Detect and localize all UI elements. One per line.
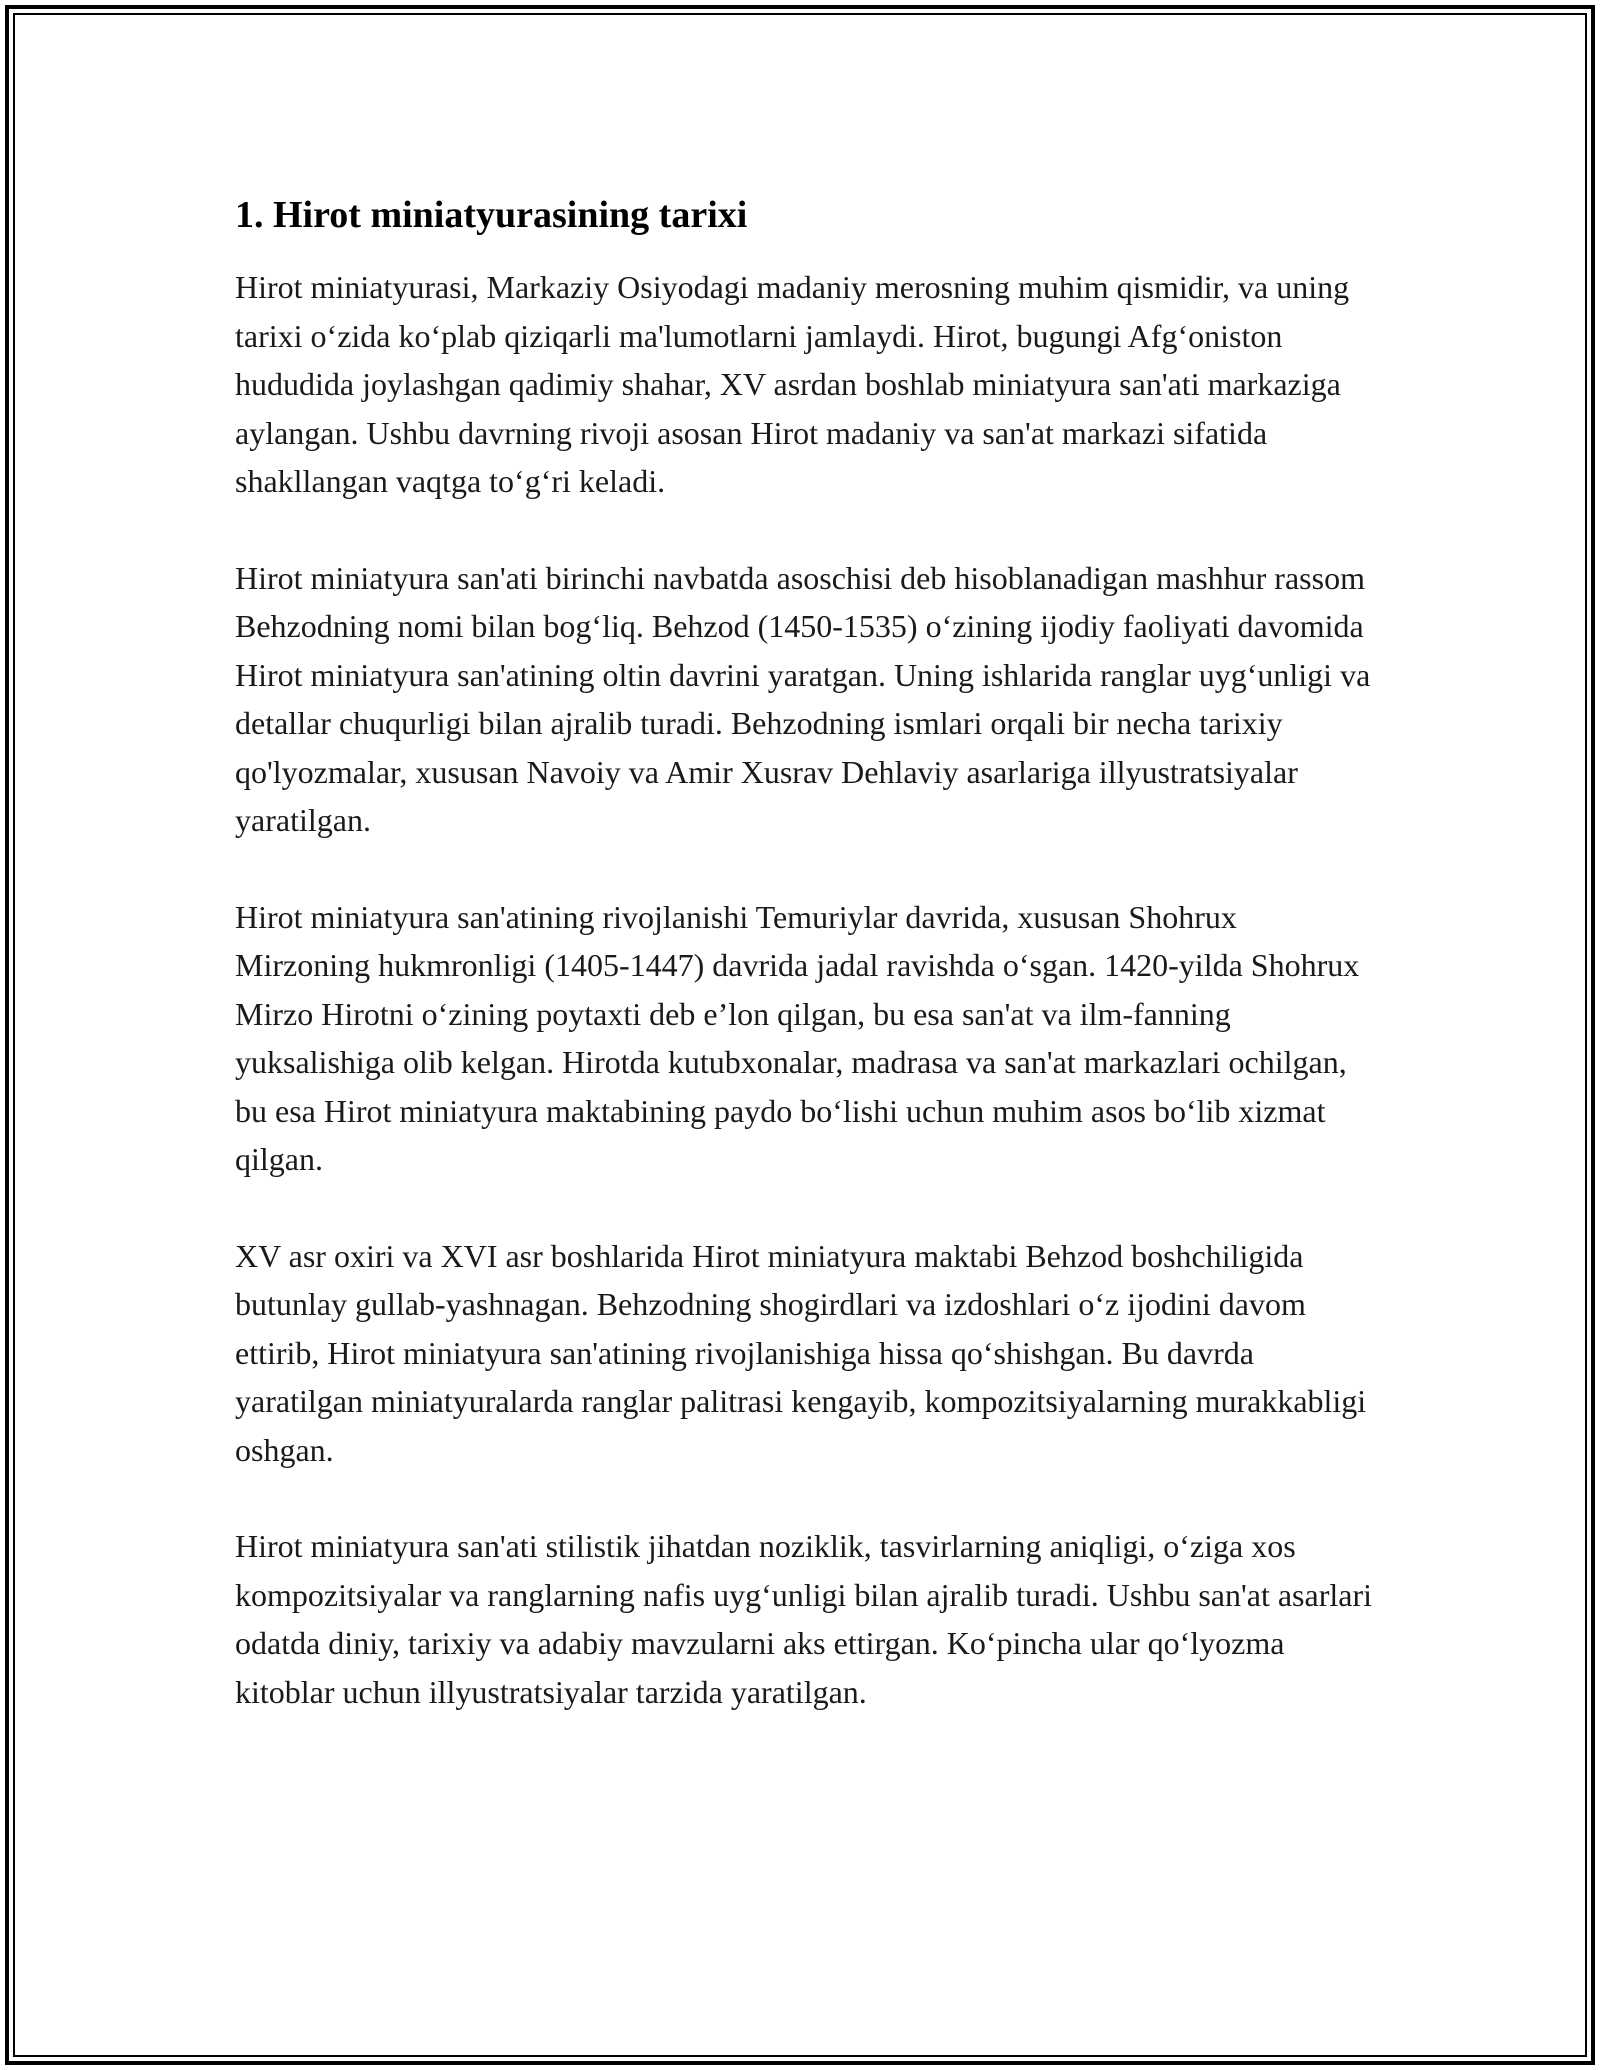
section-heading: 1. Hirot miniatyurasining tarixi	[235, 194, 748, 236]
paragraph-2: Hirot miniatyura san'ati birinchi navbatda asoschisi deb hisoblanadigan mashhur rassom Behzodning nomi bilan bog‘liq. Behzod (1450-1535) o‘zining ijodiy faoliyati davomida Hirot miniatyura san'atining oltin davrini yaratgan. Uning ishlarida ranglar uyg‘unligi va detallar chuqurligi bilan ajralib turadi. Behzodning ismlari orqali bir necha tarixiy qo'lyozmalar, xususan Navoiy va Amir Xusrav Dehlaviy asarlariga illyustratsiyalar yaratilgan.	[235, 559, 1371, 838]
paragraph-4: XV asr oxiri va XVI asr boshlarida Hirot miniatyura maktabi Behzod boshchiligida butunlay gullab-yashnagan. Behzodning shogirdlari va izdoshlari o‘z ijodini davom ettirib, Hirot miniatyura san'atining rivojlanishiga hissa qo‘shishgan. Bu davrda yaratilgan miniatyuralarda ranglar palitrasi kengayib, kompozitsiyalarning murakkabligi oshgan.	[235, 1237, 1367, 1468]
paragraph-5: Hirot miniatyura san'ati stilistik jihatdan noziklik, tasvirlarning aniqligi, o‘ziga xos kompozitsiyalar va ranglarning nafis uyg‘unligi bilan ajralib turadi. Ushbu san'at asarlari odatda diniy, tarixiy va adabiy mavzularni aks ettirgan. Ko‘pincha ular qo‘lyozma kitoblar uchun illyustratsiyalar tarzida yaratilgan.	[235, 1528, 1372, 1710]
document-body	[235, 185, 1375, 1716]
paragraph-1: Hirot miniatyurasi, Markaziy Osiyodagi madaniy merosning muhim qismidir, va uning tarixi o‘zida ko‘plab qiziqarli ma'lumotlarni jamlaydi. Hirot, bugungi Afg‘oniston hududida joylashgan qadimiy shahar, XV asrdan boshlab miniatyura san'ati markaziga aylangan. Ushbu davrning rivoji asosan Hirot madaniy va san'at markazi sifatida shakllangan vaqtga to‘g‘ri keladi.	[235, 269, 1350, 499]
paragraph-3: Hirot miniatyura san'atining rivojlanishi Temuriylar davrida, xususan Shohrux Mirzoning hukmronligi (1405-1447) davrida jadal ravishda o‘sgan. 1420-yilda Shohrux Mirzo Hirotni o‘zining poytaxti deb e’lon qilgan, bu esa san'at va ilm-fanning yuksalishiga olib kelgan. Hirotda kutubxonalar, madrasa va san'at markazlari ochilgan, bu esa Hirot miniatyura maktabining paydo bo‘lishi uchun muhim asos bo‘lib xizmat qilgan.	[235, 898, 1360, 1177]
